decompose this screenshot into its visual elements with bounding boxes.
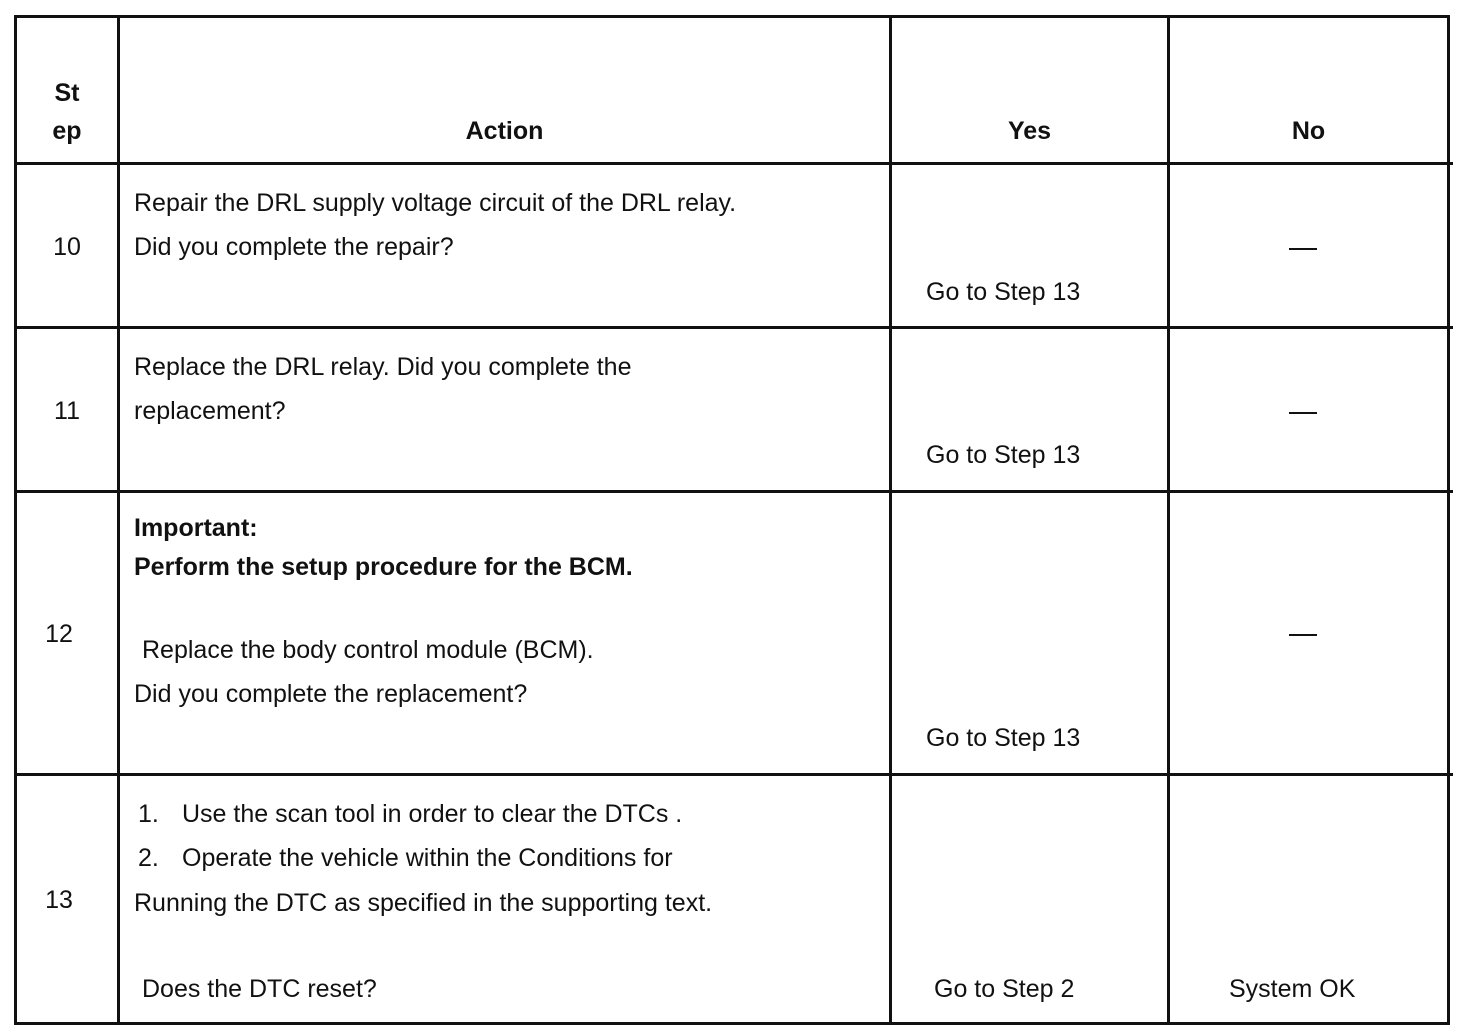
row-divider [17,773,1453,776]
header-step-line1: St [54,79,80,107]
action-text: replacement? [134,397,286,425]
step-number: 10 [53,233,81,261]
step-number: 11 [54,397,80,425]
column-divider [889,18,892,1022]
yes-result: Go to Step 2 [934,975,1075,1003]
yes-result: Go to Step 13 [926,278,1081,306]
question-text: Does the DTC reset? [142,975,377,1003]
list-number: 1. [138,800,159,828]
step-number: 12 [45,620,73,648]
list-item: Use the scan tool in order to clear the DTCs . [182,800,683,828]
no-result-dash [1289,634,1317,636]
column-divider [1447,18,1450,1022]
list-number: 2. [138,844,159,872]
header-action: Action [465,117,544,145]
action-text: Repair the DRL supply voltage circuit of the DRL relay. [134,189,737,217]
action-text: Did you complete the repair? [134,233,454,261]
diagnostic-table [14,15,1450,1025]
row-divider [17,162,1453,165]
header-step-line2: ep [52,117,82,145]
header-no: No [1291,117,1326,145]
column-divider [117,18,120,1022]
important-label: Important: [134,514,258,542]
no-result-dash [1289,412,1317,414]
action-text: Running the DTC as specified in the supporting text. [134,889,713,917]
row-divider [17,326,1453,329]
yes-result: Go to Step 13 [926,724,1081,752]
list-item: Operate the vehicle within the Conditions for [182,844,673,872]
important-note: Perform the setup procedure for the BCM. [134,553,633,581]
row-divider [17,490,1453,493]
action-text: Replace the DRL relay. Did you complete the [134,353,632,381]
step-number: 13 [45,886,73,914]
no-result: System OK [1229,975,1356,1003]
yes-result: Go to Step 13 [926,441,1081,469]
column-divider [1167,18,1170,1022]
no-result-dash [1289,248,1317,250]
action-text: Replace the body control module (BCM). [142,636,594,664]
action-text: Did you complete the replacement? [134,680,528,708]
header-yes: Yes [1007,117,1052,145]
